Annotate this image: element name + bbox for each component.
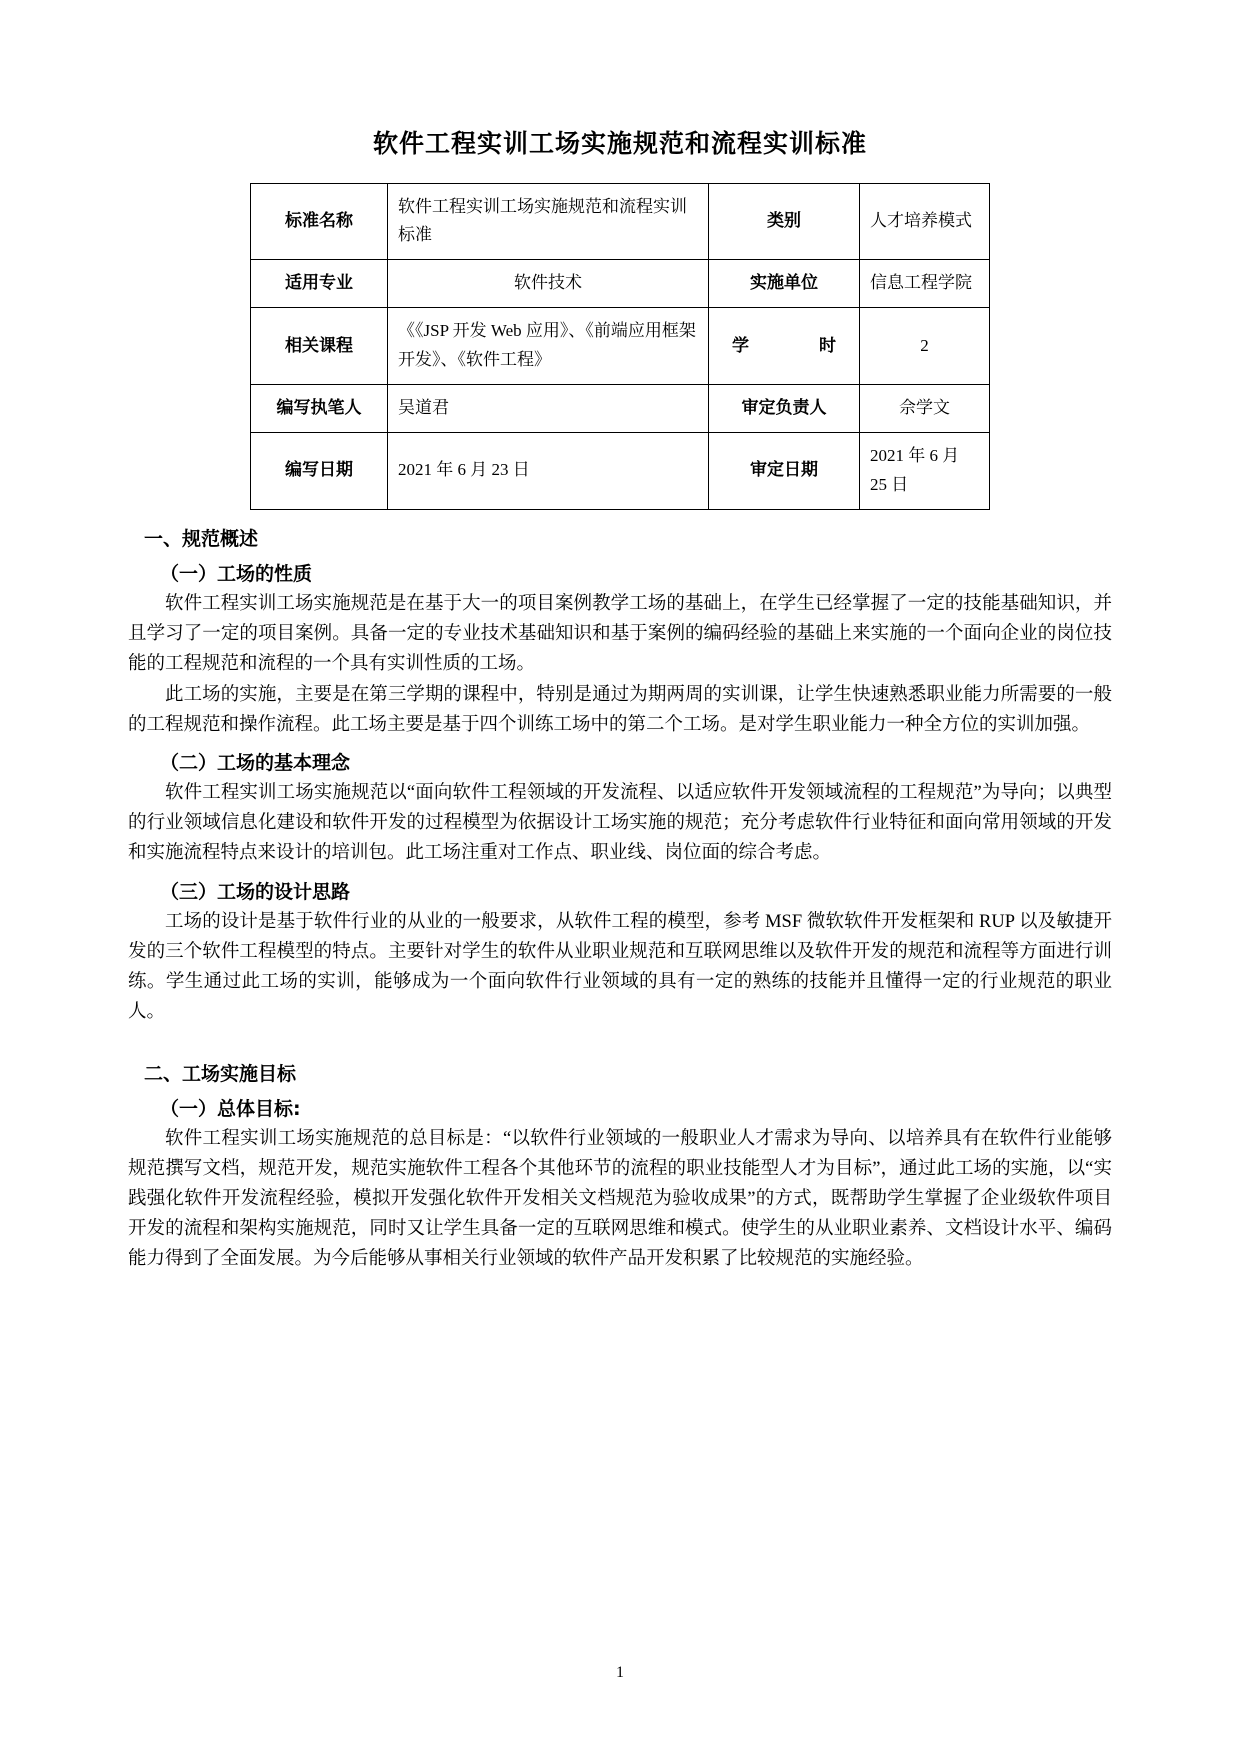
row-value-standard-name: 软件工程实训工场实施规范和流程实训标准 <box>388 183 709 260</box>
row-label-write-date: 编写日期 <box>251 432 388 509</box>
page-number: 1 <box>616 1664 624 1681</box>
row-value-hours: 2 <box>860 308 990 385</box>
row-label-category: 类别 <box>709 183 860 260</box>
paragraph: 软件工程实训工场实施规范的总目标是：“以软件行业领域的一般职业人才需求为导向、以培养具有在软件行业能够规范撰写文档，规范开发，规范实施软件工程各个其他环节的流程的职业技能型人才为目标”，通过此工场的实施，以“实践强化软件开发流程经验，模拟开发强化软件开发相关文档规范为验收成果”的方式，既帮助学生掌握了企业级软件项目开发的流程和架构实施规范，同时又让学生具备一定的互联网思维和模式。使学生的从业职业素养、文档设计水平、编码能力得到了全面发展。为今后能够从事相关行业领域的软件产品开发积累了比较规范的实施经验。 <box>128 1129 1112 1270</box>
table-row <box>251 308 990 385</box>
row-value-courses: 《《JSP 开发 Web 应用》、《前端应用框架开发》、《软件工程》 <box>388 308 709 385</box>
row-value-author: 吴道君 <box>388 384 709 432</box>
subsection-heading-overall-goal: （一）总体目标: <box>160 1098 301 1121</box>
row-value-category: 人才培养模式 <box>860 183 990 260</box>
row-value-unit: 信息工程学院 <box>860 260 990 308</box>
row-value-reviewer: 佘学文 <box>860 384 990 432</box>
table-row <box>251 432 990 509</box>
row-label-standard-name: 标准名称 <box>251 183 388 260</box>
table-row <box>251 260 990 308</box>
subsection-heading-concept: （二）工场的基本理念 <box>160 752 351 775</box>
row-label-major: 适用专业 <box>251 260 388 308</box>
row-label-hours: 学 时 <box>709 308 860 385</box>
subsection-heading-nature: （一）工场的性质 <box>160 562 313 585</box>
row-value-review-date: 2021 年 6 月 25 日 <box>860 432 990 509</box>
table-row <box>251 384 990 432</box>
row-label-author: 编写执笔人 <box>251 384 388 432</box>
row-label-reviewer: 审定负责人 <box>709 384 860 432</box>
section-spacer <box>128 1029 1112 1045</box>
row-value-write-date: 2021 年 6 月 23 日 <box>388 432 709 509</box>
section-heading-goals: 二、工场实施目标 <box>144 1063 297 1086</box>
paragraph: 工场的设计是基于软件行业的从业的一般要求，从软件工程的模型，参考 MSF 微软软件开发框架和 RUP 以及敏捷开发的三个软件工程模型的特点。主要针对学生的软件从业职业规范和互联网思维以及软件开发的规范和流程等方面进行训练。学生通过此工场的实训，能够成为一个面向软件行业领域的具有一定的熟练的技能并且懂得一定的行业规范的职业人。 <box>128 912 1112 1023</box>
standard-info-table <box>250 183 990 510</box>
paragraph: 此工场的实施，主要是在第三学期的课程中，特别是通过为期两周的实训课，让学生快速熟悉职业能力所需要的一般的工程规范和操作流程。此工场主要是基于四个训练工场中的第二个工场。是对学生职业能力一种全方位的实训加强。 <box>128 684 1112 735</box>
page-title: 软件工程实训工场实施规范和流程实训标准 <box>372 129 867 158</box>
paragraph: 软件工程实训工场实施规范以“面向软件工程领域的开发流程、以适应软件开发领域流程的工程规范”为导向；以典型的行业领域信息化建设和软件开发的过程模型为依据设计工场实施的规范；充分考虑软件行业特征和面向常用领域的开发和实施流程特点来设计的培训包。此工场注重对工作点、职业线、岗位面的综合考虑。 <box>128 783 1112 864</box>
row-label-review-date: 审定日期 <box>709 432 860 509</box>
paragraph: 软件工程实训工场实施规范是在基于大一的项目案例教学工场的基础上，在学生已经掌握了一定的技能基础知识，并且学习了一定的项目案例。具备一定的专业技术基础知识和基于案例的编码经验的基础上来实施的一个面向企业的岗位技能的工程规范和流程的一个具有实训性质的工场。 <box>128 593 1112 674</box>
subsection-heading-design: （三）工场的设计思路 <box>160 881 351 904</box>
table-row <box>251 183 990 260</box>
row-value-major: 软件技术 <box>388 260 709 308</box>
section-heading-overview: 一、规范概述 <box>144 527 259 550</box>
row-label-unit: 实施单位 <box>709 260 860 308</box>
row-label-courses: 相关课程 <box>251 308 388 385</box>
